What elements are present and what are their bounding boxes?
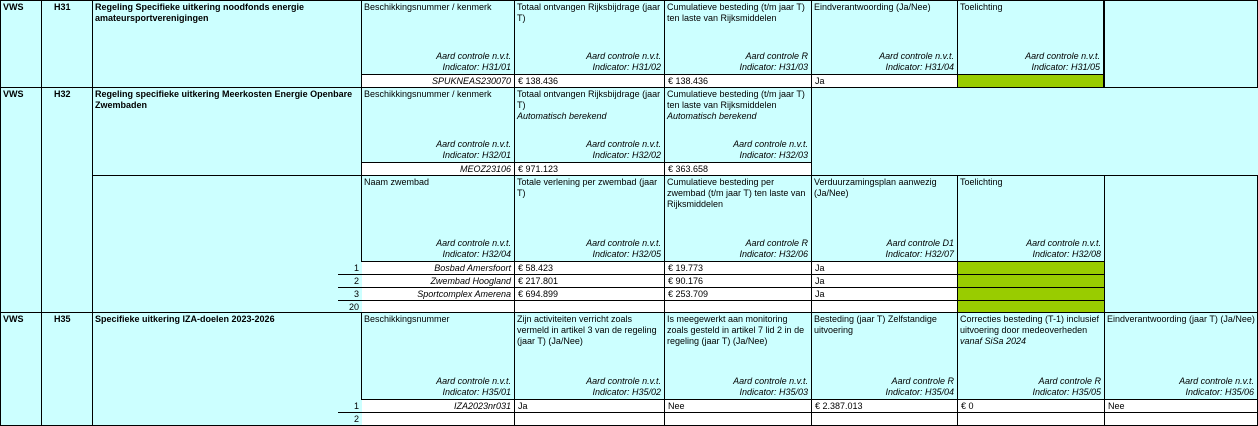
code-cell[interactable]: H32 [42,88,93,313]
row-number: 2 [338,275,362,288]
regeling-title[interactable]: Specifieke uitkering IZA-doelen 2023-2026 [93,313,362,426]
data-cell[interactable]: € 253.709 [665,288,812,301]
header-cell[interactable] [515,313,665,400]
data-cell[interactable]: € 694.899 [515,288,665,301]
header-label: Zijn activiteiten verricht zoals vermeld in artikel 3 van de regeling (jaar T) (Ja/Nee) [517,314,657,346]
header-cell[interactable] [958,0,1105,75]
data-cell[interactable]: Nee [1105,400,1258,413]
header-cell[interactable] [362,176,515,262]
code-cell[interactable]: H35 [42,313,93,426]
header-cell[interactable] [515,88,665,163]
header-label: Verduurzamingsplan aanwezig (Ja/Nee) [814,177,937,198]
header-footer: Aard controle n.v.t. Indicator: H35/03 [733,376,808,397]
header-cell[interactable] [515,176,665,262]
data-cell[interactable] [515,301,665,313]
header-footer: Aard controle R Indicator: H35/05 [1032,376,1101,397]
empty-cell[interactable] [1105,176,1258,313]
ministry-cell[interactable]: VWS [0,88,42,313]
header-footer: Aard controle D1 Indicator: H32/07 [885,238,954,259]
header-label: Cumulatieve besteding per zwembad (t/m jaar T) ten laste van Rijksmiddelen [667,177,806,209]
header-cell[interactable] [362,313,515,400]
data-cell[interactable]: € 971.123 [515,163,665,176]
header-footer: Aard controle n.v.t. Indicator: H35/02 [586,376,661,397]
data-cell[interactable] [1105,413,1258,426]
header-cell[interactable] [1105,313,1258,400]
data-cell[interactable] [812,301,958,313]
data-cell[interactable] [362,413,515,426]
row-number: 3 [338,288,362,301]
header-cell[interactable] [958,176,1105,262]
header-cell[interactable] [665,0,812,75]
header-cell[interactable] [665,313,812,400]
header-label: Eindverantwoording (jaar T) (Ja/Nee) [1107,314,1255,324]
header-footer: Aard controle n.v.t. Indicator: H32/04 [436,238,511,259]
header-footer: Aard controle n.v.t. Indicator: H32/02 [586,139,661,160]
regeling-title[interactable]: Regeling Specifieke uitkering noodfonds energie amateursportverenigingen [93,0,362,88]
header-footer: Aard controle n.v.t. Indicator: H31/05 [1025,51,1100,72]
header-label: Correcties besteding (T-1) inclusief uitvoering door medeoverheden vanaf SiSa 2024 [960,314,1100,346]
header-cell[interactable] [362,0,515,75]
data-cell[interactable]: € 138.436 [665,75,812,88]
ministry-cell[interactable]: VWS [0,313,42,426]
header-footer: Aard controle n.v.t. Indicator: H35/06 [1179,376,1254,397]
data-cell[interactable]: Ja [812,262,958,275]
data-cell[interactable] [958,413,1105,426]
header-cell[interactable] [958,313,1105,400]
header-label: Beschikkingsnummer [364,314,450,324]
data-cell[interactable] [362,301,515,313]
empty-cell[interactable] [812,88,1258,176]
data-cell[interactable] [665,301,812,313]
toelichting-input[interactable] [958,75,1105,88]
header-footer: Aard controle R Indicator: H35/04 [885,376,954,397]
data-cell[interactable]: € 58.423 [515,262,665,275]
toelichting-input[interactable] [958,288,1105,301]
regeling-title[interactable]: Regeling specifieke uitkering Meerkosten Energie Openbare Zwembaden [93,88,362,176]
header-cell[interactable] [665,176,812,262]
header-label: Totaal ontvangen Rijksbijdrage (jaar T) Automatisch berekend [517,89,661,121]
header-label: Is meegewerkt aan monitoring zoals gesteld in artikel 7 lid 2 in de regeling (jaar T) (Ja/Nee) [667,314,805,346]
header-footer: Aard controle n.v.t. Indicator: H35/01 [436,376,511,397]
header-label: Cumulatieve besteding (t/m jaar T) ten laste van Rijksmiddelen Automatisch berekend [667,89,805,121]
header-label: Naam zwembad [364,177,430,187]
header-label: Cumulatieve besteding (t/m jaar T) ten laste van Rijksmiddelen [667,2,805,23]
header-label: Totaal ontvangen Rijksbijdrage (jaar T) [517,2,661,23]
header-cell[interactable] [812,176,958,262]
header-label: Eindverantwoording (Ja/Nee) [814,2,931,12]
data-cell[interactable]: € 217.801 [515,275,665,288]
header-cell[interactable] [362,88,515,163]
header-label: Toelichting [960,177,1003,187]
row-number: 1 [338,262,362,275]
toelichting-input[interactable] [958,262,1105,275]
header-footer: Aard controle n.v.t. Indicator: H32/03 [733,139,808,160]
header-footer: Aard controle R Indicator: H32/06 [739,238,808,259]
data-cell[interactable]: SPUKNEAS230070 [362,75,515,88]
header-footer: Aard controle R Indicator: H31/03 [739,51,808,72]
header-footer: Aard controle n.v.t. Indicator: H32/05 [586,238,661,259]
header-cell[interactable] [812,0,958,75]
header-footer: Aard controle n.v.t. Indicator: H32/08 [1026,238,1101,259]
header-label: Besteding (jaar T) Zelfstandige uitvoering [814,314,937,335]
header-footer: Aard controle n.v.t. Indicator: H31/02 [586,51,661,72]
empty-cell[interactable] [93,176,362,313]
header-label: Beschikkingsnummer / kenmerk [364,2,492,12]
data-cell[interactable]: Zwembad Hoogland [362,275,515,288]
data-cell[interactable]: IZA2023nr031 [362,400,515,413]
ministry-cell[interactable]: VWS [0,0,42,88]
header-footer: Aard controle n.v.t. Indicator: H32/01 [436,139,511,160]
data-cell[interactable] [665,413,812,426]
data-cell[interactable]: € 2.387.013 [812,400,958,413]
header-cell[interactable] [812,313,958,400]
header-label: Beschikkingsnummer / kenmerk [364,89,492,99]
data-cell[interactable]: MEOZ23106 [362,163,515,176]
data-cell[interactable] [812,413,958,426]
data-cell[interactable]: Ja [812,275,958,288]
header-label: Toelichting [960,2,1003,12]
data-cell[interactable]: € 363.658 [665,163,812,176]
header-cell[interactable] [665,88,812,163]
data-cell[interactable]: € 0 [958,400,1105,413]
data-cell[interactable]: € 90.176 [665,275,812,288]
data-cell[interactable]: Sportcomplex Amerena [362,288,515,301]
data-cell[interactable]: € 138.436 [515,75,665,88]
row-number: 20 [338,301,362,313]
data-cell[interactable]: Ja [515,400,665,413]
data-cell[interactable]: Ja [812,288,958,301]
row-number: 1 [338,400,362,413]
data-cell[interactable]: Bosbad Amersfoort [362,262,515,275]
header-cell[interactable] [515,0,665,75]
data-cell[interactable]: Nee [665,400,812,413]
toelichting-input[interactable] [958,275,1105,288]
data-cell[interactable] [515,413,665,426]
empty-cell[interactable] [1105,0,1258,88]
header-footer: Aard controle n.v.t. Indicator: H31/04 [879,51,954,72]
toelichting-input[interactable] [958,301,1105,313]
data-cell[interactable]: € 19.773 [665,262,812,275]
row-number: 2 [338,413,362,426]
code-cell[interactable]: H31 [42,0,93,88]
header-label: Totale verlening per zwembad (jaar T) [517,177,658,198]
data-cell[interactable]: Ja [812,75,958,88]
header-footer: Aard controle n.v.t. Indicator: H31/01 [436,51,511,72]
